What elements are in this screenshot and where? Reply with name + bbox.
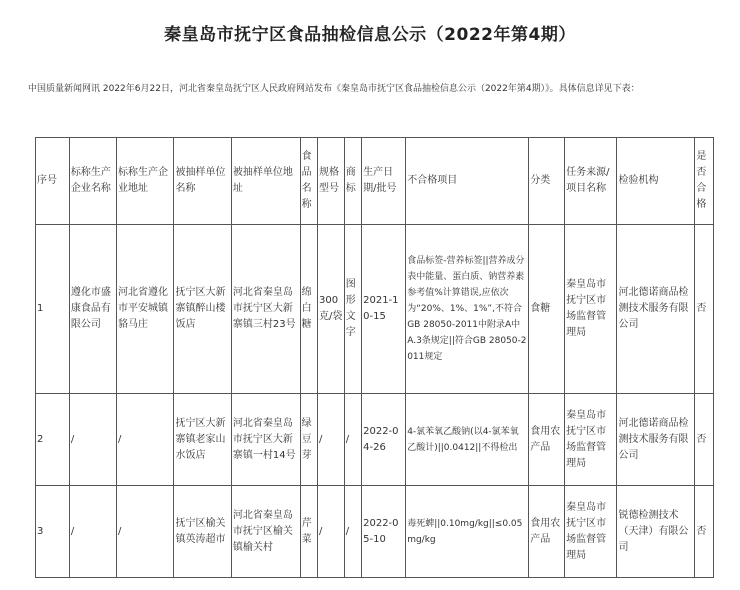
- cell-index: 2: [36, 394, 70, 486]
- cell-sampled-address: 河北省秦皇岛市抚宁区榆关镇榆关村: [231, 486, 300, 578]
- header-cell-sampled-address: 被抽样单位地址: [231, 138, 300, 225]
- cell-lab: 锐德检测技术（天津）有限公司: [617, 486, 695, 578]
- cell-sampled-address: 河北省秦皇岛市抚宁区大新寨镇一村14号: [231, 394, 300, 486]
- cell-qualified: 否: [695, 486, 714, 578]
- cell-sampled-unit: 抚宁区大新寨镇醉山楼饭店: [174, 225, 231, 394]
- cell-lab: 河北德诺商品检测技术服务有限公司: [617, 394, 695, 486]
- cell-spec: 300克/袋: [318, 225, 345, 394]
- header-cell-spec: 规格型号: [318, 138, 345, 225]
- cell-category: 食用农产品: [529, 394, 565, 486]
- cell-food-name: 芹菜: [300, 486, 317, 578]
- cell-brand: /: [344, 394, 361, 486]
- cell-spec: /: [318, 486, 345, 578]
- cell-failed-item: 食品标签-营养标签||营养成分表中能量、蛋白质、钠营养素参考值%计算错误,应依次为“20%、1%、1%”,不符合GB 28050-2011中附录A中A.3条规定||符合GB 28050-2011规定: [406, 225, 529, 394]
- cell-sampled-unit: 抚宁区大新寨镇老家山水饭店: [174, 394, 231, 486]
- header-cell-producer-address: 标称生产企业地址: [117, 138, 174, 225]
- table-row: [36, 394, 714, 486]
- cell-sampled-unit: 抚宁区榆关镇英涛超市: [174, 486, 231, 578]
- cell-producer-address: /: [117, 394, 174, 486]
- header-cell-qualified: 是否合格: [695, 138, 714, 225]
- cell-task-source: 秦皇岛市抚宁区市场监督管理局: [565, 394, 617, 486]
- cell-brand: /: [344, 486, 361, 578]
- cell-failed-item: 4-氯苯氧乙酸钠(以4-氯苯氧乙酸计)||0.0412||不得检出: [406, 394, 529, 486]
- inspection-table: [35, 137, 714, 578]
- cell-date: 2022-04-26: [362, 394, 406, 486]
- header-cell-food-name: 食品名称: [300, 138, 317, 225]
- cell-food-name: 绵白糖: [300, 225, 317, 394]
- cell-date: 2022-05-10: [362, 486, 406, 578]
- header-cell-category: 分类: [529, 138, 565, 225]
- cell-task-source: 秦皇岛市抚宁区市场监督管理局: [565, 225, 617, 394]
- header-cell-task-source: 任务来源/项目名称: [565, 138, 617, 225]
- cell-producer-name: 遵化市盛康食品有限公司: [69, 225, 116, 394]
- header-cell-brand: 商标: [344, 138, 361, 225]
- cell-index: 1: [36, 225, 70, 394]
- cell-date: 2021-10-15: [362, 225, 406, 394]
- cell-brand: 图形文字: [344, 225, 361, 394]
- header-cell-failed-item: 不合格项目: [406, 138, 529, 225]
- header-cell-producer-name: 标称生产企业名称: [69, 138, 116, 225]
- header-cell-sampled-unit: 被抽样单位名称: [174, 138, 231, 225]
- cell-producer-name: /: [69, 486, 116, 578]
- header-cell-index: 序号: [36, 138, 70, 225]
- cell-lab: 河北德诺商品检测技术服务有限公司: [617, 225, 695, 394]
- cell-producer-address: 河北省遵化市平安城镇貉马庄: [117, 225, 174, 394]
- cell-producer-address: /: [117, 486, 174, 578]
- cell-category: 食用农产品: [529, 486, 565, 578]
- header-cell-date: 生产日期/批号: [362, 138, 406, 225]
- cell-qualified: 否: [695, 394, 714, 486]
- cell-producer-name: /: [69, 394, 116, 486]
- header-cell-lab: 检验机构: [617, 138, 695, 225]
- cell-sampled-address: 河北省秦皇岛市抚宁区大新寨镇三村23号: [231, 225, 300, 394]
- table-row: [36, 225, 714, 394]
- table-row: [36, 486, 714, 578]
- cell-food-name: 绿豆芽: [300, 394, 317, 486]
- cell-spec: /: [318, 394, 345, 486]
- cell-task-source: 秦皇岛市抚宁区市场监督管理局: [565, 486, 617, 578]
- table-header-row: [36, 138, 714, 225]
- cell-index: 3: [36, 486, 70, 578]
- cell-qualified: 否: [695, 225, 714, 394]
- page-title: 秦皇岛市抚宁区食品抽检信息公示（2022年第4期）: [164, 25, 576, 45]
- cell-category: 食糖: [529, 225, 565, 394]
- intro-paragraph: 中国质量新闻网讯 2022年6月22日，河北省秦皇岛抚宁区人民政府网站发布《秦皇岛市抚宁区食品抽检信息公示（2022年第4期）》。具体信息详见下表：: [28, 84, 640, 94]
- cell-failed-item: 毒死蜱||0.10mg/kg||≤0.05mg/kg: [406, 486, 529, 578]
